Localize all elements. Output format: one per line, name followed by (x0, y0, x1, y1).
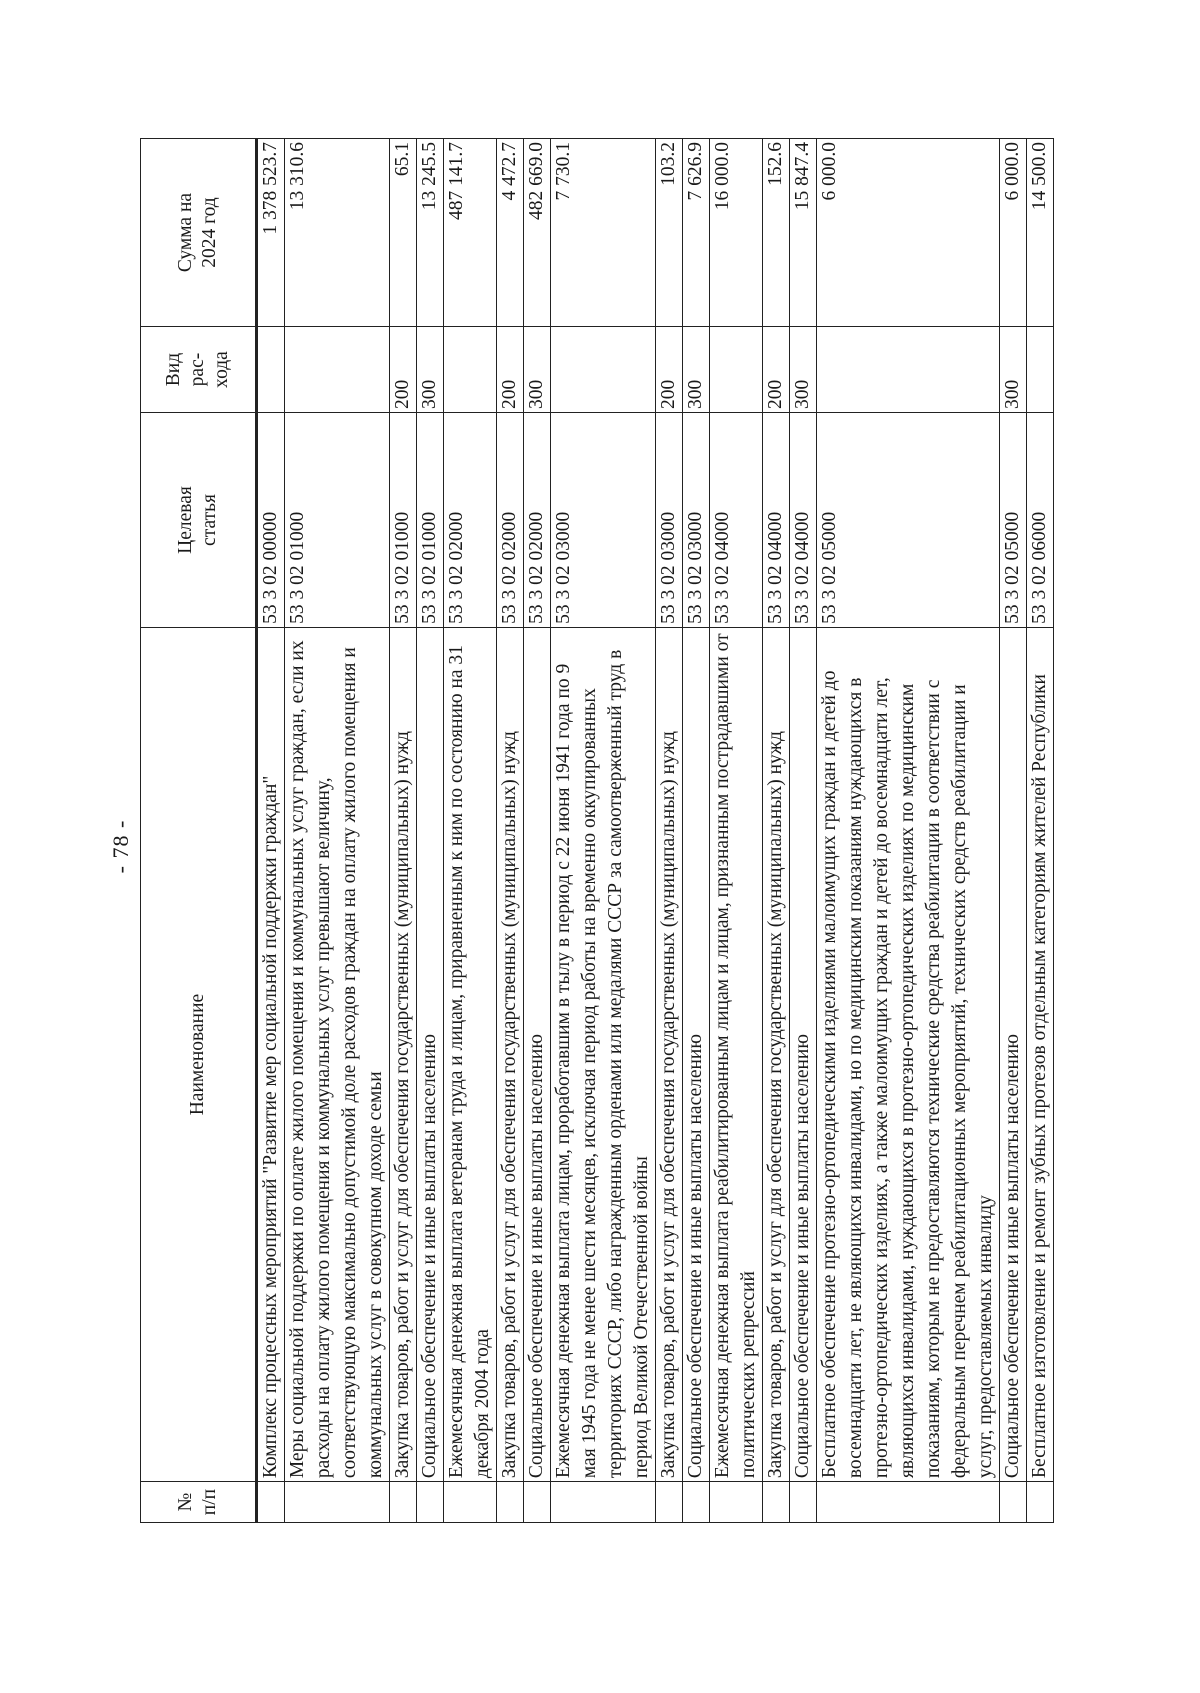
cell-sum: 65.1 (390, 139, 417, 327)
table-row (790, 139, 817, 1523)
cell-num (417, 1482, 444, 1523)
cell-code: 53 3 02 01000 (390, 413, 417, 628)
header-code: Целевая статья (141, 413, 257, 628)
cell-type (285, 327, 390, 413)
cell-code: 53 3 02 06000 (1027, 413, 1054, 628)
table-row (497, 139, 524, 1523)
cell-num (656, 1482, 683, 1523)
cell-num (524, 1482, 551, 1523)
cell-code: 53 3 02 00000 (257, 413, 285, 628)
cell-type (817, 327, 1000, 413)
cell-sum: 15 847.4 (790, 139, 817, 327)
table-row (390, 139, 417, 1523)
cell-type: 300 (417, 327, 444, 413)
cell-type (257, 327, 285, 413)
table-row (683, 139, 710, 1523)
cell-code: 53 3 02 05000 (1000, 413, 1027, 628)
cell-code: 53 3 02 05000 (817, 413, 1000, 628)
cell-code: 53 3 02 02000 (524, 413, 551, 628)
cell-code: 53 3 02 02000 (497, 413, 524, 628)
page-number: - 78 - (108, 819, 133, 874)
table-body (257, 139, 1054, 1523)
cell-type (1027, 327, 1054, 413)
cell-sum: 482 669.0 (524, 139, 551, 327)
cell-type: 300 (683, 327, 710, 413)
cell-type: 200 (656, 327, 683, 413)
cell-sum: 103.2 (656, 139, 683, 327)
table-row (1000, 139, 1027, 1523)
cell-sum: 7 626.9 (683, 139, 710, 327)
table-row (551, 139, 656, 1523)
cell-type: 300 (790, 327, 817, 413)
cell-name: Ежемесячная денежная выплата ветеранам труда и лицам, приравненным к ним по состоянию на 31 декабря 2004 года (444, 627, 497, 1481)
cell-num (710, 1482, 763, 1523)
cell-num (817, 1482, 1000, 1523)
cell-name: Ежемесячная денежная выплата лицам, проработавшим в тылу в период с 22 июня 1941 года по 9 мая 1945 года не менее шести месяцев, исключая период работы на временно оккупированных территориях СССР, либо награжденным орденами или медалями СССР за самоотверженный труд в период Великой Отечественной войны (551, 627, 656, 1481)
table-row (710, 139, 763, 1523)
cell-num (497, 1482, 524, 1523)
cell-name: Ежемесячная денежная выплата реабилитированным лицам и лицам, признанным пострадавшими от политических репрессий (710, 627, 763, 1481)
cell-num (1027, 1482, 1054, 1523)
cell-sum: 4 472.7 (497, 139, 524, 327)
cell-name: Социальное обеспечение и иные выплаты населению (790, 627, 817, 1481)
cell-sum: 16 000.0 (710, 139, 763, 327)
cell-num (390, 1482, 417, 1523)
cell-type: 200 (390, 327, 417, 413)
cell-num (257, 1482, 285, 1523)
cell-type (710, 327, 763, 413)
cell-code: 53 3 02 03000 (656, 413, 683, 628)
table-row (817, 139, 1000, 1523)
table-row (763, 139, 790, 1523)
header-type: Вид рас-хода (141, 327, 257, 413)
cell-name: Бесплатное обеспечение протезно-ортопедическими изделиями малоимущих граждан и детей до восемнадцати лет, не являющихся инвалидами, но по медицинским показаниям нуждающихся в протезно-ортопедических изделиях, а также малоимущих граждан и детей до восемнадцати лет, являющихся инвалидами, нуждающихся в протезно-ортопедических изделиях по медицинским показаниям, которым не предоставляются технические средства реабилитации в соответствии с федеральным перечнем реабилитационных мероприятий, технических средств реабилитации и услуг, предоставляемых инвалиду (817, 627, 1000, 1481)
table-row (417, 139, 444, 1523)
cell-code: 53 3 02 02000 (444, 413, 497, 628)
cell-code: 53 3 02 03000 (683, 413, 710, 628)
cell-code: 53 3 02 04000 (710, 413, 763, 628)
header-num: № п/п (141, 1482, 257, 1523)
cell-name: Комплекс процессных мероприятий "Развитие мер социальной поддержки граждан" (257, 627, 285, 1481)
cell-code: 53 3 02 04000 (763, 413, 790, 628)
cell-sum: 6 000.0 (817, 139, 1000, 327)
table-row (285, 139, 390, 1523)
cell-sum: 13 310.6 (285, 139, 390, 327)
cell-name: Закупка товаров, работ и услуг для обеспечения государственных (муниципальных) нужд (497, 627, 524, 1481)
cell-sum: 7 730.1 (551, 139, 656, 327)
cell-sum: 14 500.0 (1027, 139, 1054, 327)
cell-code: 53 3 02 01000 (285, 413, 390, 628)
cell-type (551, 327, 656, 413)
cell-sum: 13 245.5 (417, 139, 444, 327)
cell-name: Социальное обеспечение и иные выплаты населению (1000, 627, 1027, 1481)
cell-code: 53 3 02 03000 (551, 413, 656, 628)
table-header-row (141, 139, 257, 1523)
header-name: Наименование (141, 627, 257, 1481)
table-row (444, 139, 497, 1523)
table-row (1027, 139, 1054, 1523)
cell-type (444, 327, 497, 413)
cell-type: 200 (763, 327, 790, 413)
cell-sum: 1 378 523.7 (257, 139, 285, 327)
cell-code: 53 3 02 04000 (790, 413, 817, 628)
cell-type: 200 (497, 327, 524, 413)
cell-name: Социальное обеспечение и иные выплаты населению (417, 627, 444, 1481)
cell-num (285, 1482, 390, 1523)
cell-num (444, 1482, 497, 1523)
cell-name: Закупка товаров, работ и услуг для обеспечения государственных (муниципальных) нужд (390, 627, 417, 1481)
cell-num (763, 1482, 790, 1523)
cell-num (683, 1482, 710, 1523)
table-row (656, 139, 683, 1523)
cell-type: 300 (524, 327, 551, 413)
cell-num (551, 1482, 656, 1523)
budget-table (140, 138, 1054, 1523)
cell-code: 53 3 02 01000 (417, 413, 444, 628)
cell-sum: 6 000.0 (1000, 139, 1027, 327)
cell-sum: 152.6 (763, 139, 790, 327)
cell-name: Социальное обеспечение и иные выплаты населению (683, 627, 710, 1481)
cell-num (1000, 1482, 1027, 1523)
cell-type: 300 (1000, 327, 1027, 413)
cell-name: Закупка товаров, работ и услуг для обеспечения государственных (муниципальных) нужд (656, 627, 683, 1481)
cell-name: Меры социальной поддержки по оплате жилого помещения и коммунальных услуг граждан, если их расходы на оплату жилого помещения и коммунальных услуг превышают величину, соответствующую максимально допустимой доле расходов граждан на оплату жилого помещения и коммунальных услуг в совокупном доходе семьи (285, 627, 390, 1481)
cell-name: Социальное обеспечение и иные выплаты населению (524, 627, 551, 1481)
cell-num (790, 1482, 817, 1523)
cell-name: Бесплатное изготовление и ремонт зубных протезов отдельным категориям жителей Республики (1027, 627, 1054, 1481)
cell-name: Закупка товаров, работ и услуг для обеспечения государственных (муниципальных) нужд (763, 627, 790, 1481)
table-row (524, 139, 551, 1523)
table-row (257, 139, 285, 1523)
header-sum: Сумма на 2024 год (141, 139, 257, 327)
cell-sum: 487 141.7 (444, 139, 497, 327)
